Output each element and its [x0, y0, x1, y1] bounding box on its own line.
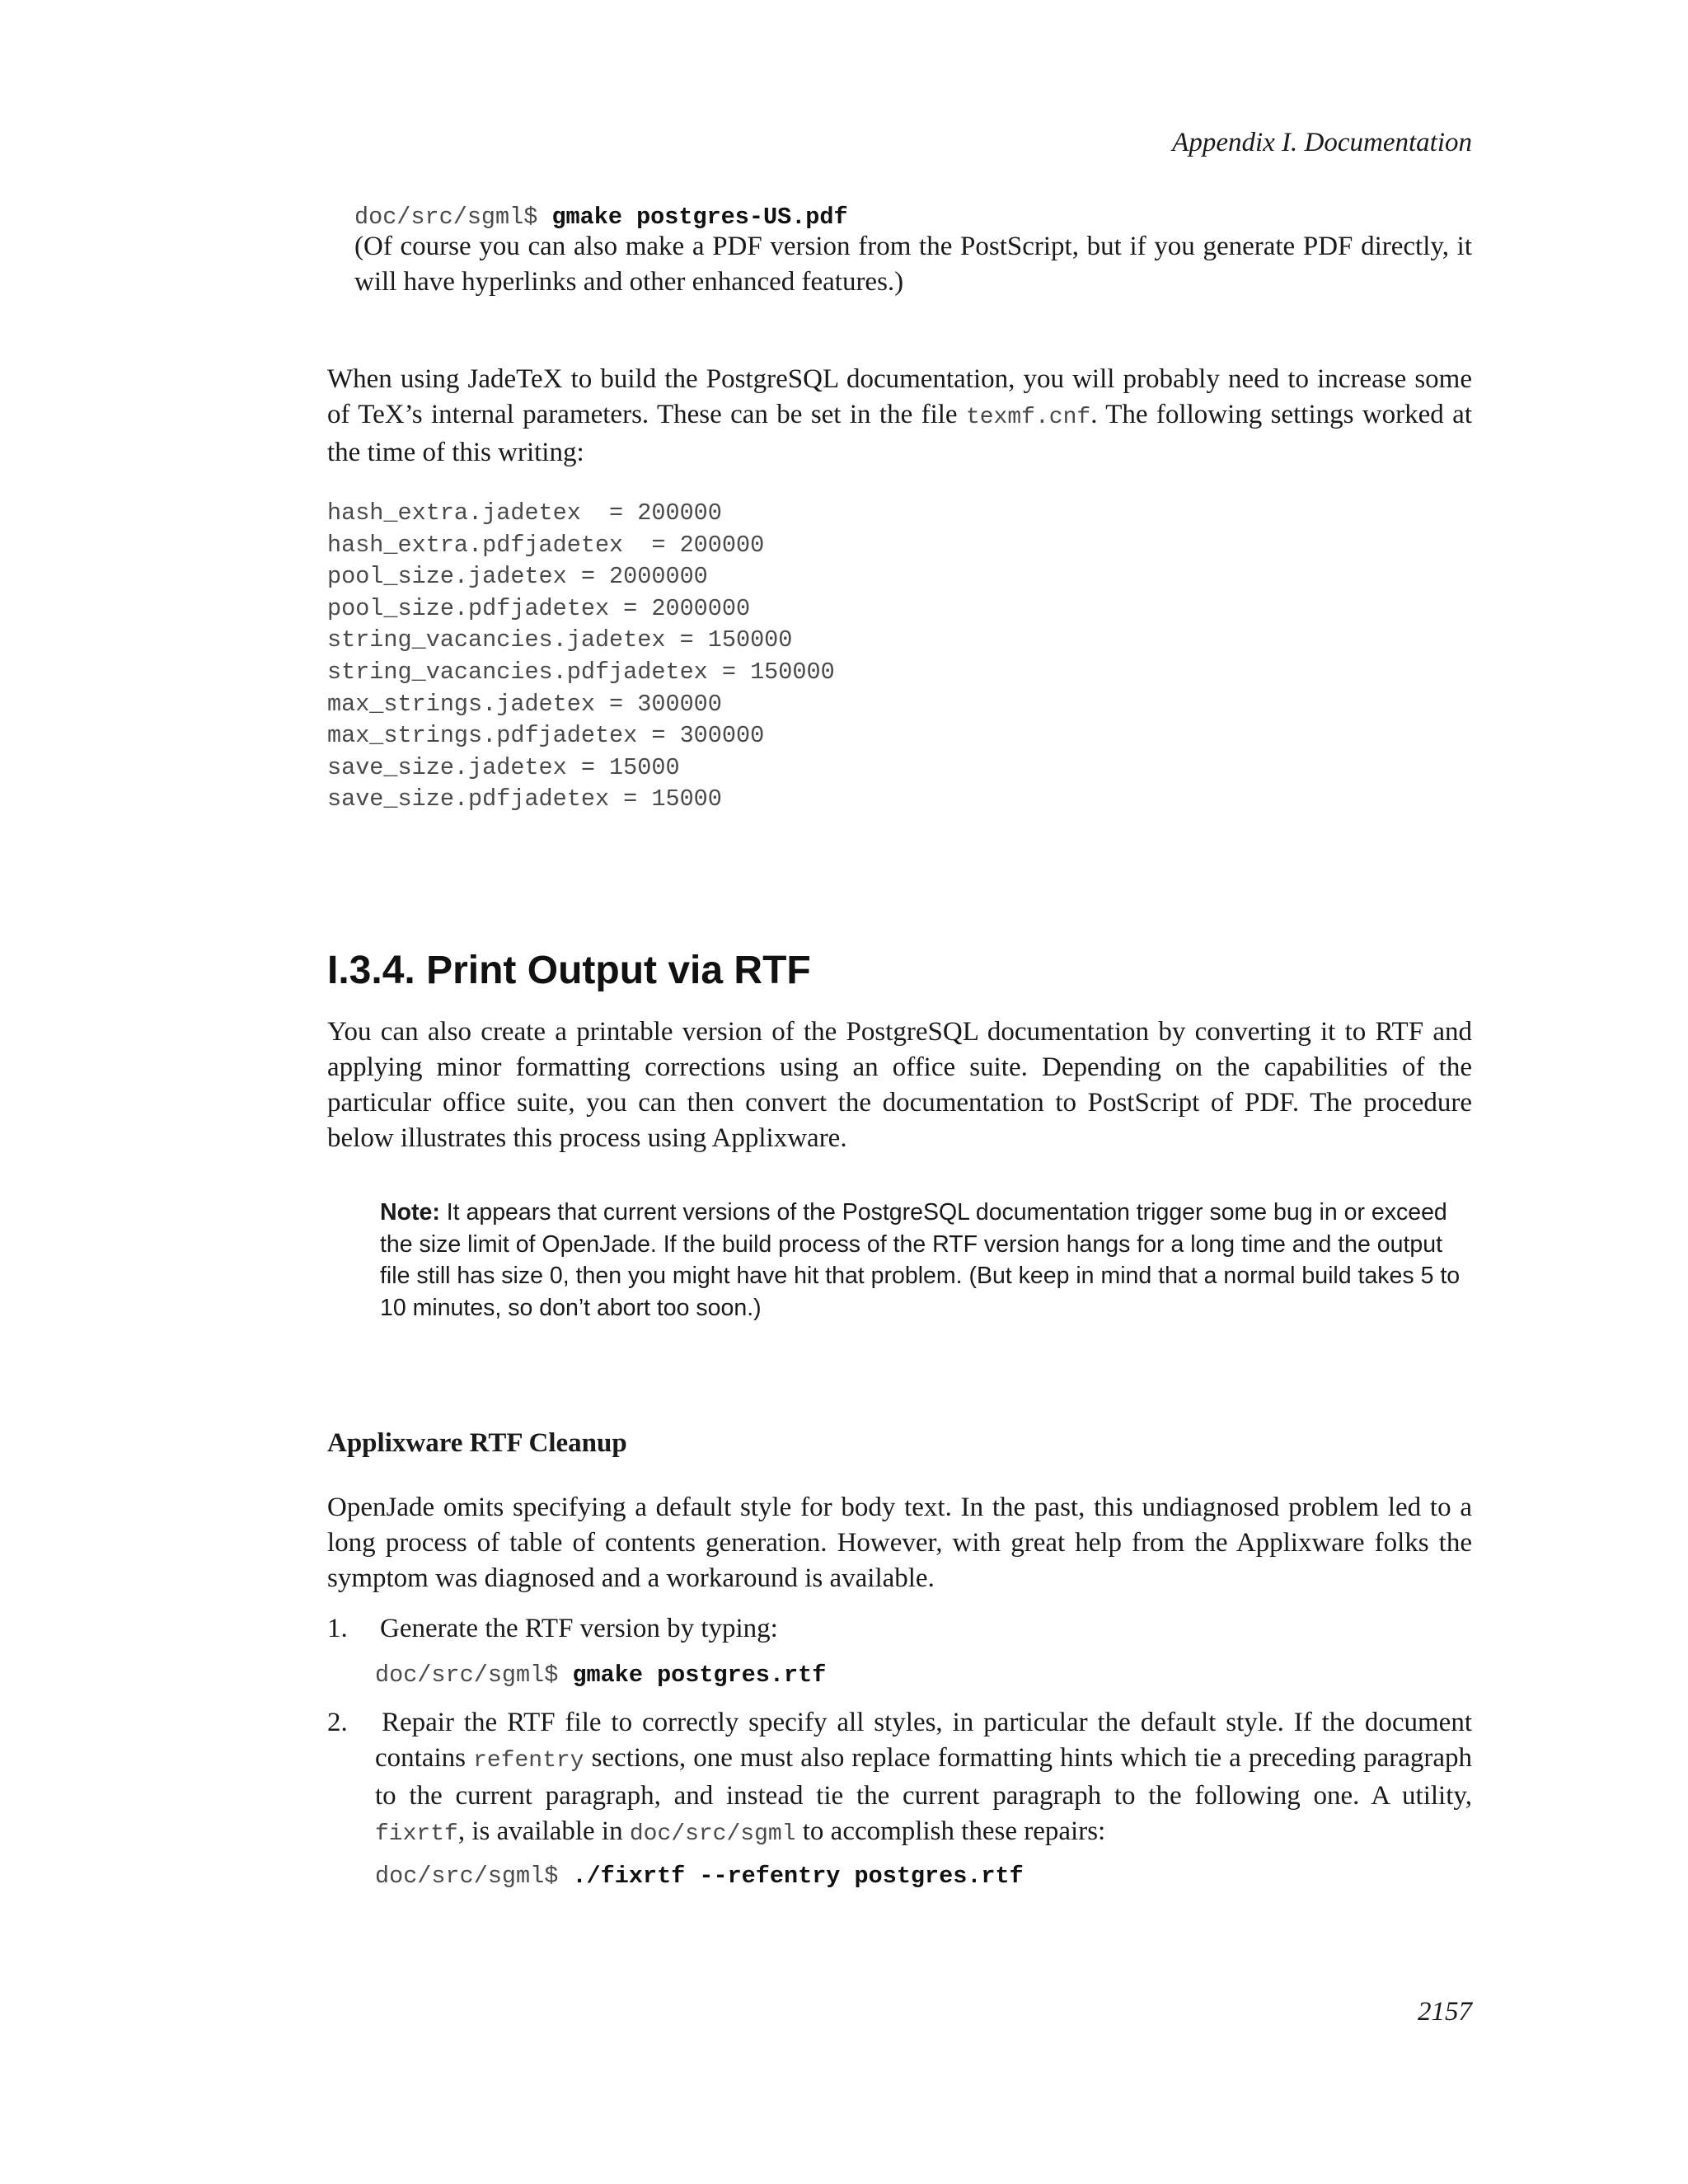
texmf-settings-block — [327, 498, 835, 816]
setting-line: hash_extra.jadetex = 200000 — [327, 499, 722, 527]
texmf-filename: texmf.cnf — [965, 405, 1091, 430]
setting-line: save_size.pdfjadetex = 15000 — [327, 785, 722, 813]
setting-line: pool_size.pdfjadetex = 2000000 — [327, 594, 751, 622]
step-text-part: , is available in — [457, 1816, 630, 1846]
setting-line: save_size.jadetex = 15000 — [327, 753, 680, 781]
shell-prompt: doc/src/sgml$ — [375, 1863, 573, 1890]
setting-line: pool_size.jadetex = 2000000 — [327, 563, 708, 591]
refentry-code: refentry — [473, 1748, 584, 1774]
note-label: Note: — [380, 1199, 440, 1226]
step-number: 1. — [327, 1614, 348, 1643]
shell-command: gmake postgres-US.pdf — [551, 204, 848, 231]
step-text-part: sections, one must also replace formatting hints which tie a preceding paragraph to the current paragraph, and instead tie the current paragraph to the following one. A utility, — [375, 1743, 1472, 1811]
step-command-line — [375, 1660, 826, 1691]
shell-command: ./fixrtf --refentry postgres.rtf — [572, 1863, 1024, 1890]
shell-command: gmake postgres.rtf — [572, 1661, 827, 1689]
pdf-note-paragraph: (Of course you can also make a PDF version from the PostScript, but if you generate PDF directly, it will have hyperlinks and other enhanced features.) — [354, 232, 1472, 297]
step-text — [375, 1705, 1472, 1852]
jadetex-text-after: . The following settings worked at the time of this writing: — [327, 400, 1472, 467]
jadetex-text-before: When using JadeTeX to build the PostgreSQL documentation, you will probably need to increase some of TeX’s internal parameters. These can be set in the file — [327, 364, 1472, 429]
subsection-intro-paragraph: OpenJade omits specifying a default style for body text. In the past, this undiagnosed problem led to a long process of table of contents generation. However, with great help from the Applixware folks the symptom was diagnosed and a workaround is available. — [327, 1493, 1472, 1593]
setting-line: string_vacancies.pdfjadetex = 150000 — [327, 658, 835, 686]
shell-prompt: doc/src/sgml$ — [375, 1661, 573, 1689]
step-text-part: to accomplish these repairs: — [795, 1816, 1106, 1846]
page-number: 2157 — [1418, 1997, 1472, 2027]
setting-line: string_vacancies.jadetex = 150000 — [327, 626, 793, 654]
step-text-part: Repair the RTF file to correctly specify all styles, in particular the default style. If the document contains — [375, 1708, 1472, 1773]
fixrtf-code: fixrtf — [375, 1821, 458, 1847]
running-header: Appendix I. Documentation — [1172, 128, 1472, 157]
setting-line: hash_extra.pdfjadetex = 200000 — [327, 531, 765, 559]
jadetex-paragraph — [327, 362, 1472, 471]
note-block — [380, 1197, 1472, 1324]
shell-prompt: doc/src/sgml$ — [354, 204, 552, 231]
setting-line: max_strings.pdfjadetex = 300000 — [327, 722, 765, 750]
step-text: Generate the RTF version by typing: — [380, 1614, 778, 1643]
sgml-dir-code: doc/src/sgml — [629, 1821, 796, 1847]
subsection-heading: Applixware RTF Cleanup — [327, 1428, 627, 1458]
step-number: 2. — [327, 1708, 348, 1737]
section-heading: I.3.4. Print Output via RTF — [327, 949, 811, 992]
note-text: It appears that current versions of the PostgreSQL documentation trigger some bug in or exceed the size limit of OpenJade. If the build process of the RTF version hangs for a long time and the output file still has size 0, then you might have hit that problem. (But keep in mind that a normal build takes 5 to 10 minutes, so don’t abort too soon.) — [380, 1199, 1461, 1321]
setting-line: max_strings.jadetex = 300000 — [327, 690, 722, 718]
step-command-line — [375, 1861, 1024, 1892]
section-intro-paragraph: You can also create a printable version of the PostgreSQL documentation by converting it to RTF and applying minor formatting corrections using an office suite. Depending on the capabilities of the particular office suite, you can then convert the documentation to PostScript of PDF. The procedure below illustrates this process using Applixware. — [327, 1017, 1472, 1153]
